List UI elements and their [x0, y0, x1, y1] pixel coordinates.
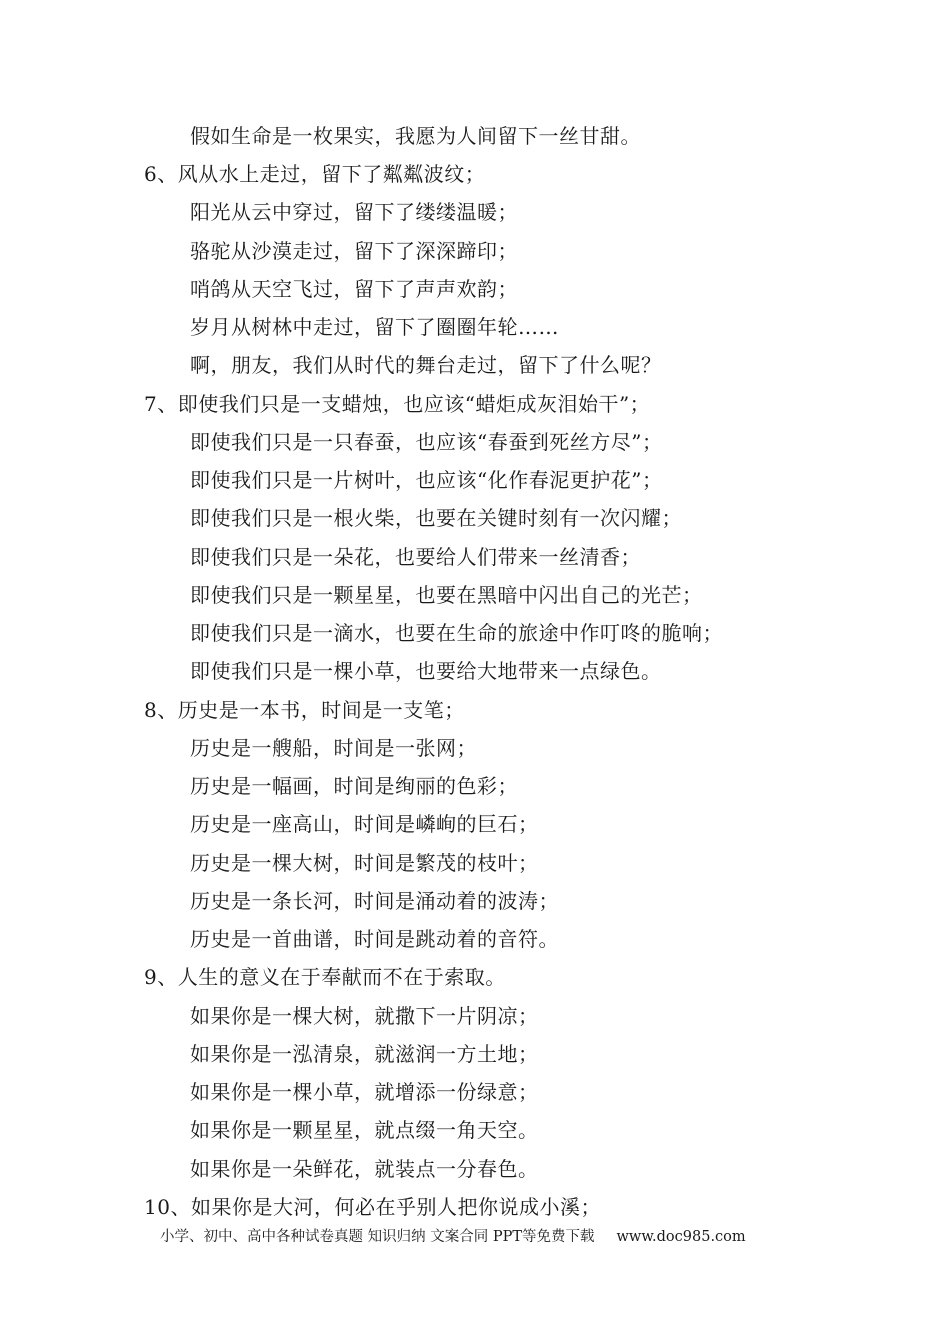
- text-line: 如果你是一朵鲜花，就装点一分春色。: [190, 1157, 539, 1181]
- footer-url-link[interactable]: www.doc985.com: [616, 1229, 746, 1245]
- item-6-heading: 6、风从水上走过，留下了粼粼波纹；: [144, 162, 486, 186]
- text-line: 如果你是一泓清泉，就滋润一方土地；: [190, 1042, 539, 1066]
- text-line: 即使我们只是一只春蚕，也应该“春蚕到死丝方尽”；: [190, 430, 663, 454]
- text-line: 骆驼从沙漠走过，留下了深深蹄印；: [190, 239, 518, 263]
- text-line: 即使我们只是一颗星星，也要在黑暗中闪出自己的光芒；: [190, 583, 703, 607]
- text-line: 假如生命是一枚果实，我愿为人间留下一丝甘甜。: [190, 124, 641, 148]
- text-line: 啊，朋友，我们从时代的舞台走过，留下了什么呢？: [190, 353, 662, 377]
- item-9-heading: 9、人生的意义在于奉献而不在于索取。: [144, 965, 506, 989]
- text-line: 即使我们只是一朵花，也要给人们带来一丝清香；: [190, 545, 641, 569]
- page-footer: [160, 1228, 800, 1246]
- text-line: 历史是一幅画，时间是绚丽的色彩；: [190, 774, 518, 798]
- text-line: 岁月从树林中走过，留下了圈圈年轮……: [190, 315, 559, 339]
- text-line: 即使我们只是一棵小草，也要给大地带来一点绿色。: [190, 659, 662, 683]
- item-10-heading: 10、如果你是大河，何必在乎别人把你说成小溪；: [144, 1195, 601, 1219]
- text-line: 如果你是一棵大树，就撒下一片阴凉；: [190, 1004, 539, 1028]
- text-line: 即使我们只是一根火柴，也要在关键时刻有一次闪耀；: [190, 506, 682, 530]
- text-line: 哨鸽从天空飞过，留下了声声欢韵；: [190, 277, 518, 301]
- text-line: 如果你是一棵小草，就增添一份绿意；: [190, 1080, 539, 1104]
- text-line: 即使我们只是一滴水，也要在生命的旅途中作叮咚的脆响；: [190, 621, 723, 645]
- text-line: 即使我们只是一片树叶，也应该“化作春泥更护花”；: [190, 468, 663, 492]
- text-line: 历史是一艘船，时间是一张网；: [190, 736, 477, 760]
- item-7-heading: 7、即使我们只是一支蜡烛，也应该“蜡炬成灰泪始干”；: [144, 392, 651, 416]
- text-line: 历史是一首曲谱，时间是跳动着的音符。: [190, 927, 559, 951]
- text-line: 如果你是一颗星星，就点缀一角天空。: [190, 1118, 539, 1142]
- footer-text: 小学、初中、高中各种试卷真题 知识归纳 文案合同 PPT等免费下载: [160, 1229, 595, 1245]
- text-line: 历史是一座高山，时间是嶙峋的巨石；: [190, 812, 539, 836]
- text-line: 历史是一条长河，时间是涌动着的波涛；: [190, 889, 559, 913]
- item-8-heading: 8、历史是一本书，时间是一支笔；: [144, 698, 465, 722]
- text-line: 阳光从云中穿过，留下了缕缕温暖；: [190, 200, 518, 224]
- text-line: 历史是一棵大树，时间是繁茂的枝叶；: [190, 851, 539, 875]
